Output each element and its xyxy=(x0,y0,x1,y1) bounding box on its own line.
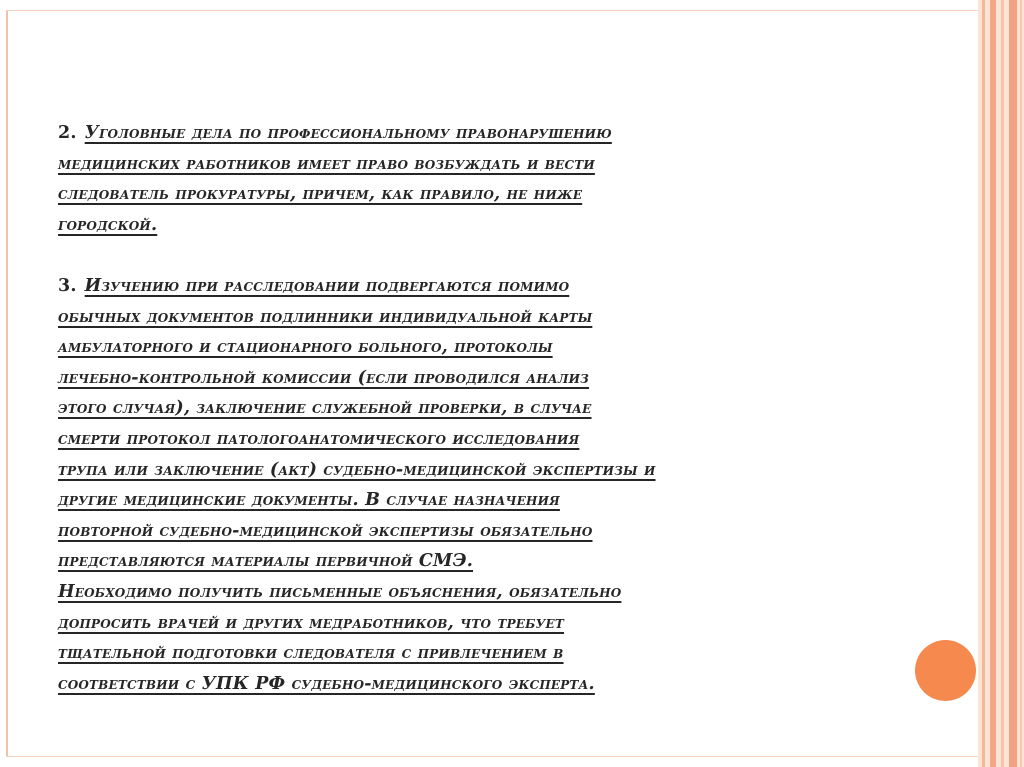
paragraph-text: допросить врачей и других медработников, что требует xyxy=(58,612,565,633)
paragraph-text: представляются материалы первичной СМЭ. xyxy=(58,551,474,572)
frame-top-border xyxy=(6,10,978,11)
paragraph-line xyxy=(58,332,898,363)
paragraph-text: тщательной подготовки следователя с привлечением в xyxy=(58,643,564,664)
paragraph-line xyxy=(58,210,898,241)
paragraph-text: медицинских работников имеет право возбуждать и вести xyxy=(58,153,595,174)
paragraph-text: Изучению при расследовании подвергаются помимо xyxy=(84,275,570,296)
decorative-stripe xyxy=(1001,0,1004,767)
decorative-stripe xyxy=(1009,0,1017,767)
paragraph-line xyxy=(58,638,898,669)
paragraph-line xyxy=(58,393,898,424)
paragraph-line xyxy=(58,118,898,149)
paragraph-text: смерти протокол патологоанатомического исследования xyxy=(58,428,580,449)
paragraph-text: Необходимо получить письменные объяснения, обязательно xyxy=(58,581,622,602)
paragraph-line xyxy=(58,608,898,639)
paragraph-number: 3. xyxy=(58,275,77,296)
paragraph-line xyxy=(58,485,898,516)
paragraph-line xyxy=(58,669,898,700)
paragraph-line xyxy=(58,149,898,180)
paragraph-line xyxy=(58,363,898,394)
frame-left-border xyxy=(6,10,8,757)
frame-bottom-border xyxy=(6,756,978,757)
paragraph-number: 2. xyxy=(58,123,77,143)
paragraph-text: обычных документов подлинники индивидуальной карты xyxy=(58,306,593,327)
paragraph-text: другие медицинские документы. В случае назначения xyxy=(58,490,560,511)
paragraph-text: лечебно-контрольной комиссии (если проводился анализ xyxy=(58,367,590,388)
paragraph-text: амбулаторного и стационарного больного, протоколы xyxy=(58,337,553,358)
paragraph-2 xyxy=(58,118,898,240)
slide-body-text xyxy=(58,118,898,699)
paragraph-text: Уголовные дела по профессиональному правонарушению xyxy=(84,123,612,143)
paragraph-line xyxy=(58,424,898,455)
decorative-stripe xyxy=(990,0,996,767)
paragraph-text: городской. xyxy=(58,214,158,235)
paragraph-text: трупа или заключение (акт) судебно-медицинской экспертизы и xyxy=(58,459,656,480)
paragraph-line xyxy=(58,302,898,333)
paragraph-line xyxy=(58,179,898,210)
paragraph-text: этого случая), заключение служебной проверки, в случае xyxy=(58,398,592,419)
paragraph-line xyxy=(58,516,898,547)
paragraph-text: повторной судебно-медицинской экспертизы обязательно xyxy=(58,520,593,541)
paragraph-3 xyxy=(58,271,898,699)
paragraph-gap xyxy=(58,240,898,271)
paragraph-text: следователь прокуратуры, причем, как правило, не ниже xyxy=(58,184,583,205)
decorative-stripe xyxy=(1020,0,1022,767)
decorative-stripe xyxy=(982,0,985,767)
paragraph-text: соответствии с УПК РФ судебно-медицинского эксперта. xyxy=(58,673,595,694)
orange-circle-decoration xyxy=(915,640,976,701)
paragraph-line xyxy=(58,455,898,486)
paragraph-line xyxy=(58,546,898,577)
paragraph-line xyxy=(58,271,898,302)
paragraph-line xyxy=(58,577,898,608)
